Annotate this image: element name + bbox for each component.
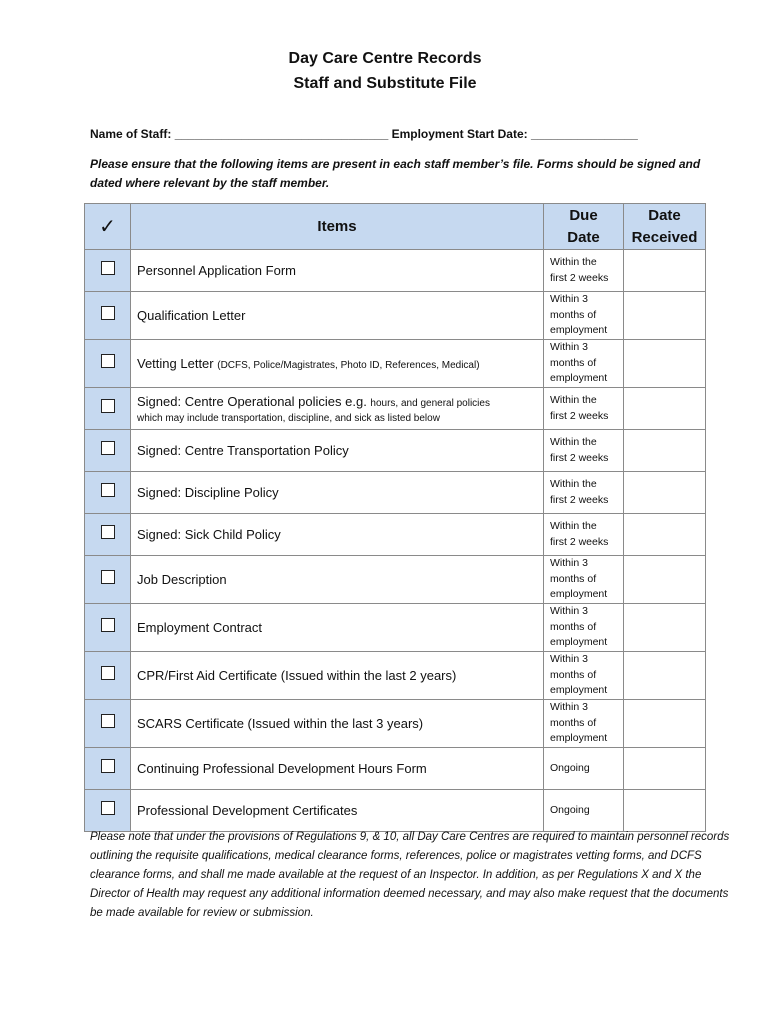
table-row [85,514,706,556]
checkbox[interactable] [101,399,115,413]
due-date-text: employment [550,732,608,745]
due-date-text: employment [550,588,608,601]
due-date-text: Ongoing [550,761,590,774]
due-date-text: Within 3 [550,293,588,306]
due-date-text: Within the [550,478,597,490]
due-date-text: months of [550,572,597,585]
checkbox-cell [85,430,131,472]
due-date-text: months of [550,716,597,729]
table-row [85,340,706,388]
table-row [85,388,706,430]
due-date-cell [544,604,624,652]
item-cell [131,556,544,604]
table-row [85,472,706,514]
item-label: Vetting Letter [137,356,218,371]
due-date-text: Within the [550,394,597,406]
due-date-cell [544,472,624,514]
item-cell [131,652,544,700]
due-date-text: Within the [550,436,597,448]
table-row [85,430,706,472]
checkmark-icon: ✓ [85,204,131,250]
item-label: Job Description [137,572,227,587]
checkbox[interactable] [101,759,115,773]
item-label: Signed: Sick Child Policy [137,527,281,542]
page-title: Day Care Centre Records [288,50,482,67]
due-date-text: employment [550,636,608,649]
table-row [85,790,706,832]
due-date-text: Ongoing [550,803,590,816]
due-date-text: Within 3 [550,701,588,714]
date-received-cell[interactable] [624,700,706,748]
due-date-text: employment [550,372,608,385]
checkbox[interactable] [101,354,115,368]
table-header-row [85,204,706,250]
due-date-cell [544,748,624,790]
date-received-cell[interactable] [624,604,706,652]
item-cell [131,604,544,652]
staff-name-field[interactable]: ________________________________ [174,127,389,141]
due-date-cell [544,700,624,748]
items-header: Items [131,204,544,250]
checklist-table [84,203,706,832]
date-received-header: Date Received [624,204,706,250]
item-label: Personnel Application Form [137,263,296,278]
due-date-cell [544,652,624,700]
due-date-text: first 2 weeks [550,493,609,506]
item-label: SCARS Certificate (Issued within the last 3 years) [137,716,424,731]
checkbox-cell [85,514,131,556]
due-date-text: Within 3 [550,605,588,618]
due-date-text: Within 3 [550,557,588,570]
item-cell [131,472,544,514]
checkbox-cell [85,700,131,748]
item-cell [131,748,544,790]
table-row [85,556,706,604]
checkbox[interactable] [101,483,115,497]
date-received-cell[interactable] [624,652,706,700]
due-date-cell [544,556,624,604]
due-date-text: months of [550,308,597,321]
due-date-cell [544,340,624,388]
item-detail: hours, and general policies [370,397,490,409]
item-cell [131,430,544,472]
due-date-text: Within the [550,256,597,268]
item-cell [131,340,544,388]
item-cell [131,700,544,748]
checkbox-cell [85,790,131,832]
checkbox[interactable] [101,714,115,728]
start-date-field[interactable]: ________________ [530,127,638,141]
checkbox-cell [85,292,131,340]
page-subtitle: Staff and Substitute File [293,75,477,92]
table-row [85,250,706,292]
item-label: Qualification Letter [137,308,246,323]
checkbox-cell [85,748,131,790]
item-label: CPR/First Aid Certificate (Issued within the last 2 years) [137,668,457,683]
checkbox-cell [85,250,131,292]
checkbox[interactable] [101,261,115,275]
due-date-text: first 2 weeks [550,271,609,284]
table-row [85,292,706,340]
item-label: Professional Development Certificates [137,803,358,818]
due-date-cell [544,514,624,556]
checkbox-cell [85,652,131,700]
instructions: Please ensure that the following items are present in each staff member’s file. Forms should be signed and dated where relevant by the staff member. [90,157,701,190]
date-received-cell[interactable] [624,748,706,790]
checkbox-cell [85,388,131,430]
due-date-text: employment [550,324,608,337]
date-received-cell[interactable] [624,388,706,430]
date-received-cell[interactable] [624,790,706,832]
due-date-text: Within the [550,520,597,532]
item-cell [131,250,544,292]
due-date-text: employment [550,684,608,697]
due-date-text: first 2 weeks [550,409,609,422]
due-date-text: months of [550,668,597,681]
footer-note: Please note that under the provisions of Regulations 9, & 10, all Day Care Centres are required to maintain personnel records outlining the requisite qualifications, medical clearance forms, references, police or magistrates vetting forms, and DCFS clearance forms, and shall me made available at the request of an Inspector. In addition, as per Regulations X and X the Director of Health may request any additional information deemed necessary, and may also make request that the documents be made available for review or submission. [90,831,730,919]
checkbox[interactable] [101,525,115,539]
due-date-text: months of [550,356,597,369]
date-received-cell[interactable] [624,430,706,472]
item-cell [131,790,544,832]
due-date-text: first 2 weeks [550,535,609,548]
checkbox[interactable] [101,666,115,680]
due-date-header: Due Date [544,204,624,250]
due-date-text: first 2 weeks [550,451,609,464]
item-cell [131,388,544,430]
item-label: Employment Contract [137,620,262,635]
item-cell [131,292,544,340]
checkbox-cell [85,340,131,388]
staff-info-row [90,127,638,141]
table-row [85,700,706,748]
due-date-text: months of [550,620,597,633]
checkbox[interactable] [101,801,115,815]
due-date-cell [544,292,624,340]
date-received-cell[interactable] [624,556,706,604]
item-cell [131,514,544,556]
checkbox-cell [85,556,131,604]
date-received-cell[interactable] [624,472,706,514]
checkbox[interactable] [101,306,115,320]
staff-name-label: Name of Staff: [90,127,172,141]
table-row [85,748,706,790]
item-label: Signed: Discipline Policy [137,485,279,500]
due-date-cell [544,250,624,292]
due-date-text: Within 3 [550,653,588,666]
start-date-label: Employment Start Date: [391,127,528,141]
due-date-cell [544,388,624,430]
date-received-cell[interactable] [624,292,706,340]
date-received-cell[interactable] [624,340,706,388]
item-label: Signed: Centre Transportation Policy [137,443,349,458]
item-label: Continuing Professional Development Hours Form [137,761,427,776]
due-date-cell [544,430,624,472]
checkbox[interactable] [101,570,115,584]
due-date-text: Within 3 [550,341,588,354]
checkbox[interactable] [101,618,115,632]
due-date-cell [544,790,624,832]
item-detail-line2: which may include transportation, discipline, and sick as listed below [137,412,440,424]
date-received-cell[interactable] [624,250,706,292]
checkbox[interactable] [101,441,115,455]
date-received-cell[interactable] [624,514,706,556]
checkbox-cell [85,472,131,514]
item-detail: (DCFS, Police/Magistrates, Photo ID, References, Medical) [217,360,480,371]
checkbox-cell [85,604,131,652]
item-label: Signed: Centre Operational policies e.g. [137,393,371,409]
table-row [85,604,706,652]
table-row [85,652,706,700]
